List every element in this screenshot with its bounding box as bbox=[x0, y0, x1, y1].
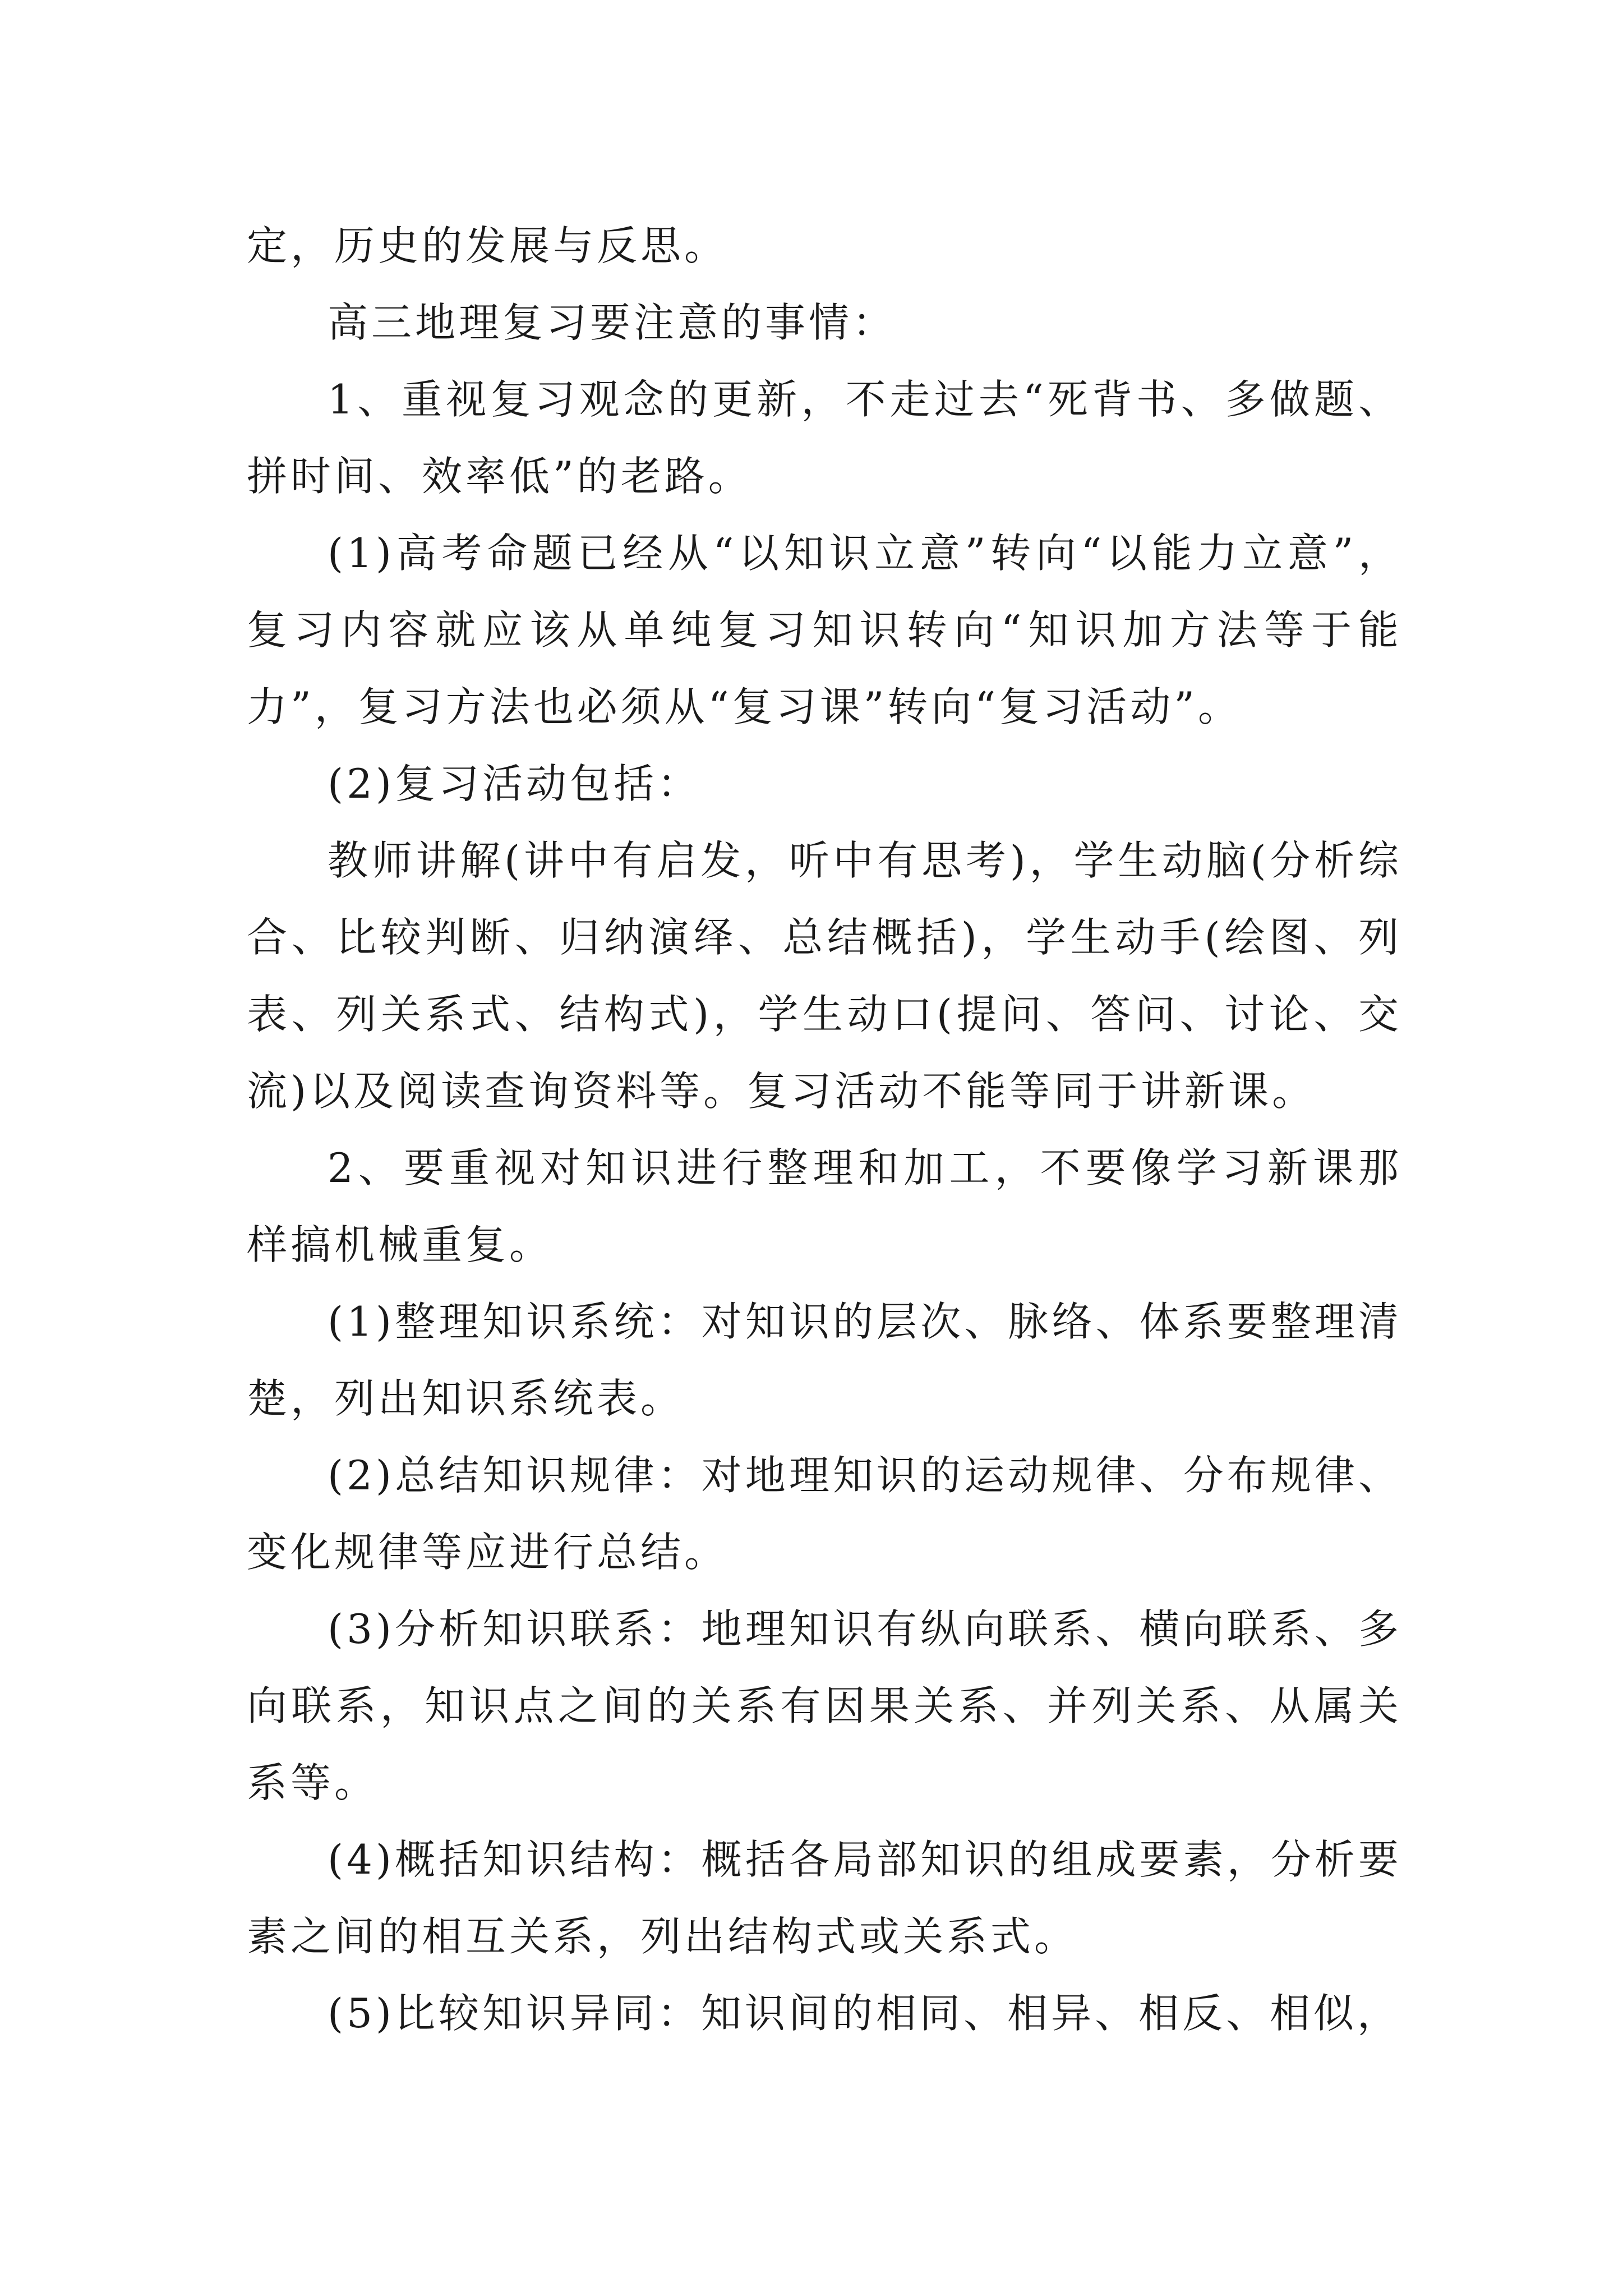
paragraph-point-2: 2、要重视对知识进行整理和加工，不要像学习新课那样搞机械重复。 bbox=[247, 1144, 1402, 1268]
paragraph-point-1-1: (1)高考命题已经从“以知识立意”转向“以能力立意”，复习内容就应该从单纯复习知识转向“知识加方法等于能力”，复习方法也必须从“复习课”转向“复习活动”。 bbox=[247, 530, 1402, 730]
paragraph-point-1: 1、重视复习观念的更新，不走过去“死背书、多做题、拼时间、效率低”的老路。 bbox=[247, 376, 1402, 500]
paragraph-point-2-4: (4)概括知识结构：概括各局部知识的组成要素，分析要素之间的相互关系，列出结构式或关系式。 bbox=[247, 1836, 1402, 1960]
paragraph-continuation: 定，历史的发展与反思。 bbox=[247, 222, 728, 269]
paragraph-heading-notes: 高三地理复习要注意的事情： bbox=[328, 299, 897, 346]
paragraph-point-2-2: (2)总结知识规律：对地理知识的运动规律、分布规律、变化规律等应进行总结。 bbox=[247, 1452, 1402, 1576]
paragraph-point-2-3: (3)分析知识联系：地理知识有纵向联系、横向联系、多向联系，知识点之间的关系有因果关系、并列关系、从属关系等。 bbox=[247, 1605, 1402, 1806]
paragraph-point-2-5: (5)比较知识异同：知识间的相同、相异、相反、相似， bbox=[328, 1990, 1401, 2037]
document-body bbox=[247, 208, 1402, 2052]
paragraph-point-2-1: (1)整理知识系统：对知识的层次、脉络、体系要整理清楚，列出知识系统表。 bbox=[247, 1298, 1402, 1422]
paragraph-activities: 教师讲解(讲中有启发，听中有思考)，学生动脑(分析综合、比较判断、归纳演绎、总结概括)，学生动手(绘图、列表、列关系式、结构式)，学生动口(提问、答问、讨论、交流)以及阅读查询资料等。复习活动不能等同于讲新课。 bbox=[247, 837, 1402, 1115]
paragraph-point-1-2: (2)复习活动包括： bbox=[328, 760, 701, 807]
